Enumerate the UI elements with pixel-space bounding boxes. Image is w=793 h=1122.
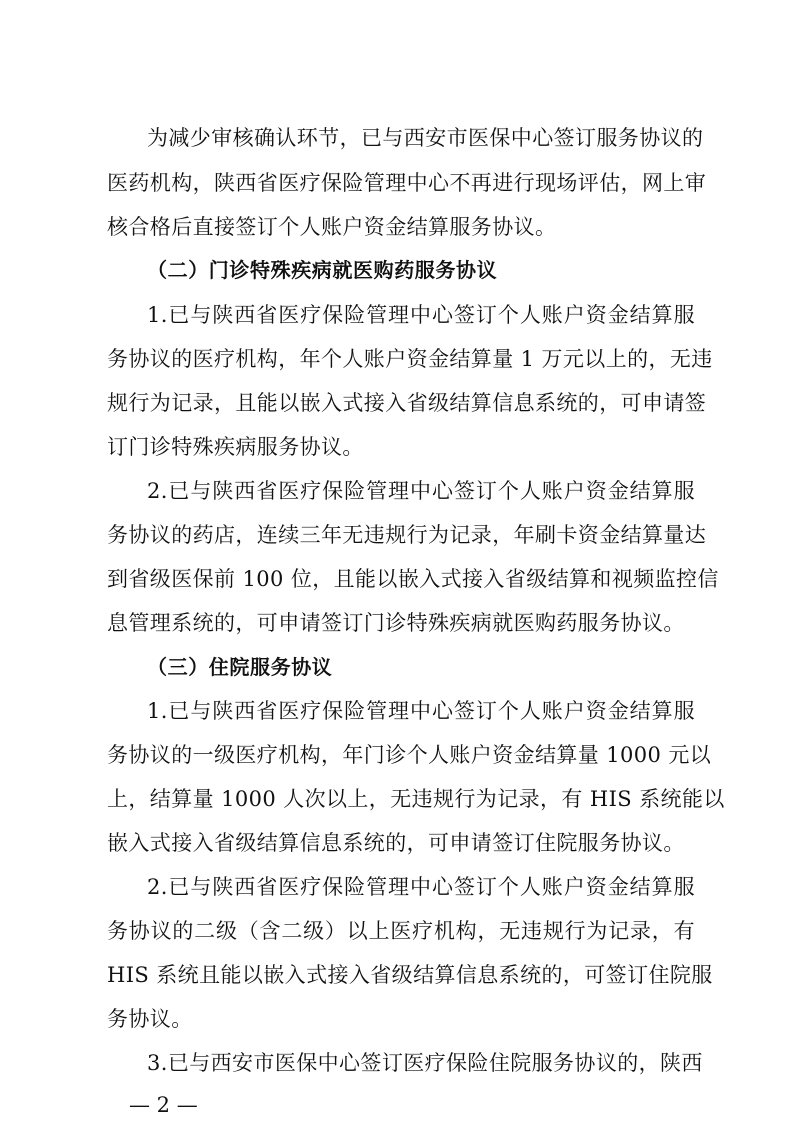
paragraph-line: 务协议的二级（含二级）以上医疗机构，无违规行为记录，有: [107, 919, 695, 943]
paragraph-line: HIS 系统且能以嵌入式接入省级结算信息系统的，可签订住院服: [107, 963, 713, 987]
paragraph-line: 2.已与陕西省医疗保险管理中心签订个人账户资金结算服: [147, 479, 695, 503]
paragraph-line: 务协议。: [107, 1007, 193, 1031]
paragraph-line: 规行为记录，且能以嵌入式接入省级结算信息系统的，可申请签: [107, 391, 707, 415]
paragraph-line: 务协议的一级医疗机构，年门诊个人账户资金结算量 1000 元以: [107, 743, 712, 767]
paragraph-line: 嵌入式接入省级结算信息系统的，可申请签订住院服务协议。: [107, 831, 685, 855]
paragraph-line: 订门诊特殊疾病服务协议。: [107, 435, 364, 459]
paragraph-line: 为减少审核确认环节，已与西安市医保中心签订服务协议的: [147, 126, 704, 150]
paragraph-line: 1.已与陕西省医疗保险管理中心签订个人账户资金结算服: [147, 303, 695, 327]
paragraph-line: 2.已与陕西省医疗保险管理中心签订个人账户资金结算服: [147, 875, 695, 899]
paragraph-line: 务协议的医疗机构，年个人账户资金结算量 1 万元以上的，无违: [107, 347, 713, 371]
section-heading: （二）门诊特殊疾病就医购药服务协议: [147, 258, 498, 282]
paragraph-line: 到省级医保前 100 位，且能以嵌入式接入省级结算和视频监控信: [107, 567, 719, 591]
paragraph-line: 上，结算量 1000 人次以上，无违规行为记录，有 HIS 系统能以: [107, 787, 725, 811]
paragraph-line: 核合格后直接签订个人账户资金结算服务协议。: [107, 215, 557, 239]
section-heading: （三）住院服务协议: [147, 655, 333, 679]
paragraph-line: 医药机构，陕西省医疗保险管理中心不再进行现场评估，网上审: [107, 171, 707, 195]
paragraph-line: 息管理系统的，可申请签订门诊特殊疾病就医购药服务协议。: [107, 611, 685, 635]
paragraph-line: 3.已与西安市医保中心签订医疗保险住院服务协议的，陕西: [147, 1051, 703, 1075]
page-number: — 2 —: [129, 1093, 198, 1117]
paragraph-line: 务协议的药店，连续三年无违规行为记录，年刷卡资金结算量达: [107, 523, 707, 547]
paragraph-line: 1.已与陕西省医疗保险管理中心签订个人账户资金结算服: [147, 699, 695, 723]
